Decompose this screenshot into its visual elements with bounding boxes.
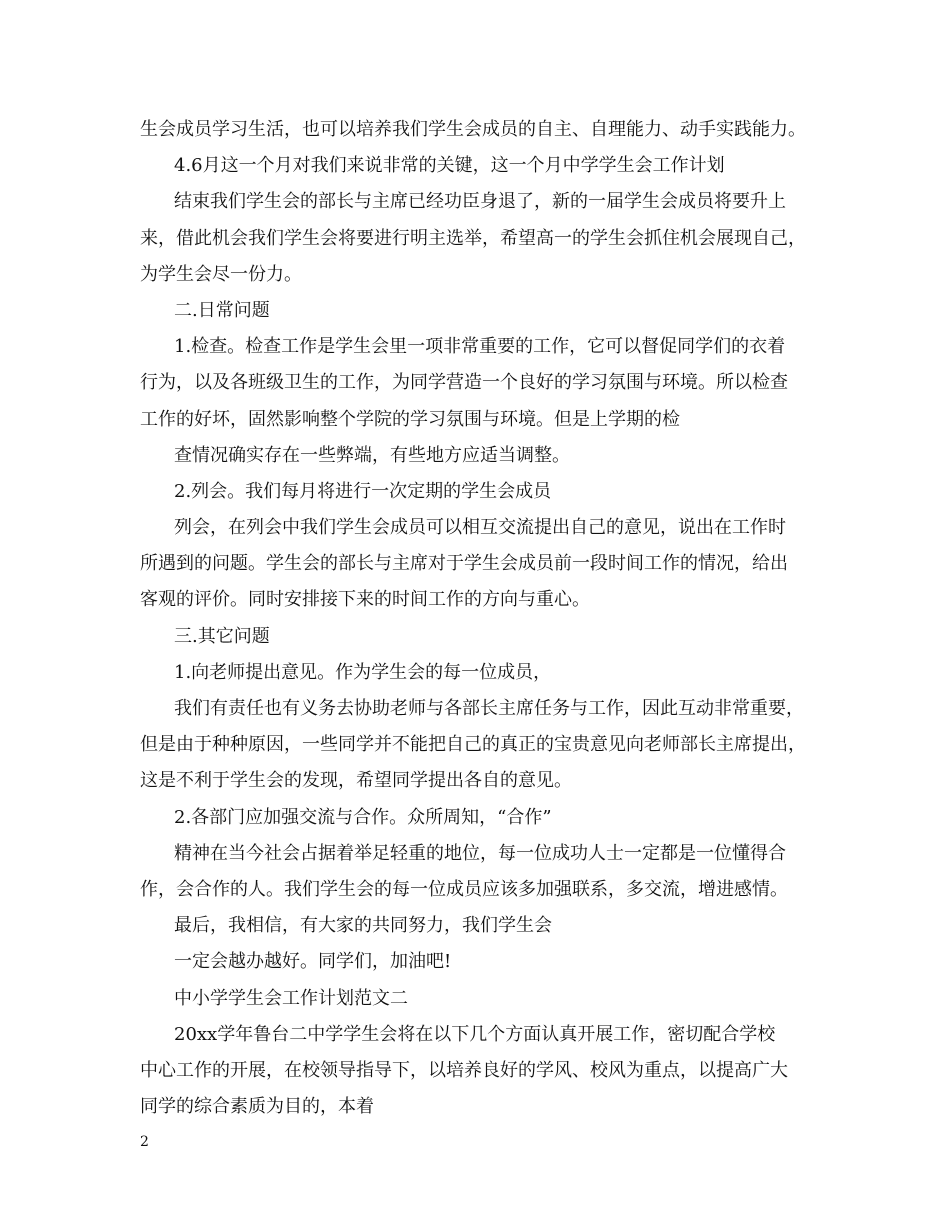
text-line: 查情况确实存在一些弊端，有些地方应适当调整。 (174, 444, 570, 466)
text-line: 生会成员学习生活，也可以培养我们学生会成员的自主、自理能力、动手实践能力。 (140, 119, 806, 140)
page-number: 2 (140, 1134, 149, 1150)
text-line: 1.向老师提出意见。作为学生会的每一位成员， (174, 661, 552, 683)
text-line: 来，借此机会我们学生会将要进行明主选举，希望高一的学生会抓住机会展现自己， (140, 227, 806, 249)
text-line: 精神在当今社会占据着举足轻重的地位，每一位成功人士一定都是一位懂得合 (174, 842, 786, 864)
text-line: 为学生会尽一份力。 (140, 263, 302, 285)
text-line: 结束我们学生会的部长与主席已经功臣身退了，新的一届学生会成员将要升上 (174, 191, 786, 213)
text-line: 作，会合作的人。我们学生会的每一位成员应该多加强联系，多交流，增进感情。 (140, 878, 788, 900)
text-line: 1.检查。检查工作是学生会里一项非常重要的工作，它可以督促同学们的衣着 (174, 336, 786, 358)
text-line: 一定会越办越好。同学们，加油吧! (174, 951, 452, 973)
text-line: 工作的好坏，固然影响整个学院的学习氛围与环境。但是上学期的检 (140, 408, 680, 430)
text-line: 同学的综合素质为目的，本着 (140, 1096, 374, 1118)
text-line: 我们有责任也有义务去协助老师与各部长主席任务与工作，因此互动非常重要， (174, 698, 804, 719)
text-line: 二.日常问题 (174, 299, 270, 321)
text-line: 4.6月这一个月对我们来说非常的关键，这一个月中学学生会工作计划 (174, 155, 725, 177)
text-line: 20xx学年鲁台二中学学生会将在以下几个方面认真开展工作，密切配合学校 (174, 1023, 776, 1045)
text-line: 中小学学生会工作计划范文二 (174, 987, 408, 1009)
text-line: 中心工作的开展，在校领导指导下，以培养良好的学风、校风为重点，以提高广大 (140, 1059, 788, 1081)
text-line: 列会，在列会中我们学生会成员可以相互交流提出自己的意见，说出在工作时 (174, 517, 786, 539)
document-body (140, 112, 820, 1125)
text-line: 行为，以及各班级卫生的工作，为同学营造一个良好的学习氛围与环境。所以检查 (140, 372, 788, 394)
text-line: 所遇到的问题。学生会的部长与主席对于学生会成员前一段时间工作的情况，给出 (140, 553, 788, 575)
text-line: 客观的评价。同时安排接下来的时间工作的方向与重心。 (140, 589, 590, 611)
text-line: 2.各部门应加强交流与合作。众所周知，“合作” (174, 806, 552, 828)
text-line: 2.列会。我们每月将进行一次定期的学生会成员 (174, 480, 552, 502)
text-line: 这是不利于学生会的发现，希望同学提出各自的意见。 (140, 770, 572, 792)
text-line: 三.其它问题 (174, 625, 270, 647)
text-line: 但是由于种种原因，一些同学并不能把自己的真正的宝贵意见向老师部长主席提出， (140, 734, 806, 756)
text-line: 最后，我相信，有大家的共同努力，我们学生会 (174, 915, 552, 937)
